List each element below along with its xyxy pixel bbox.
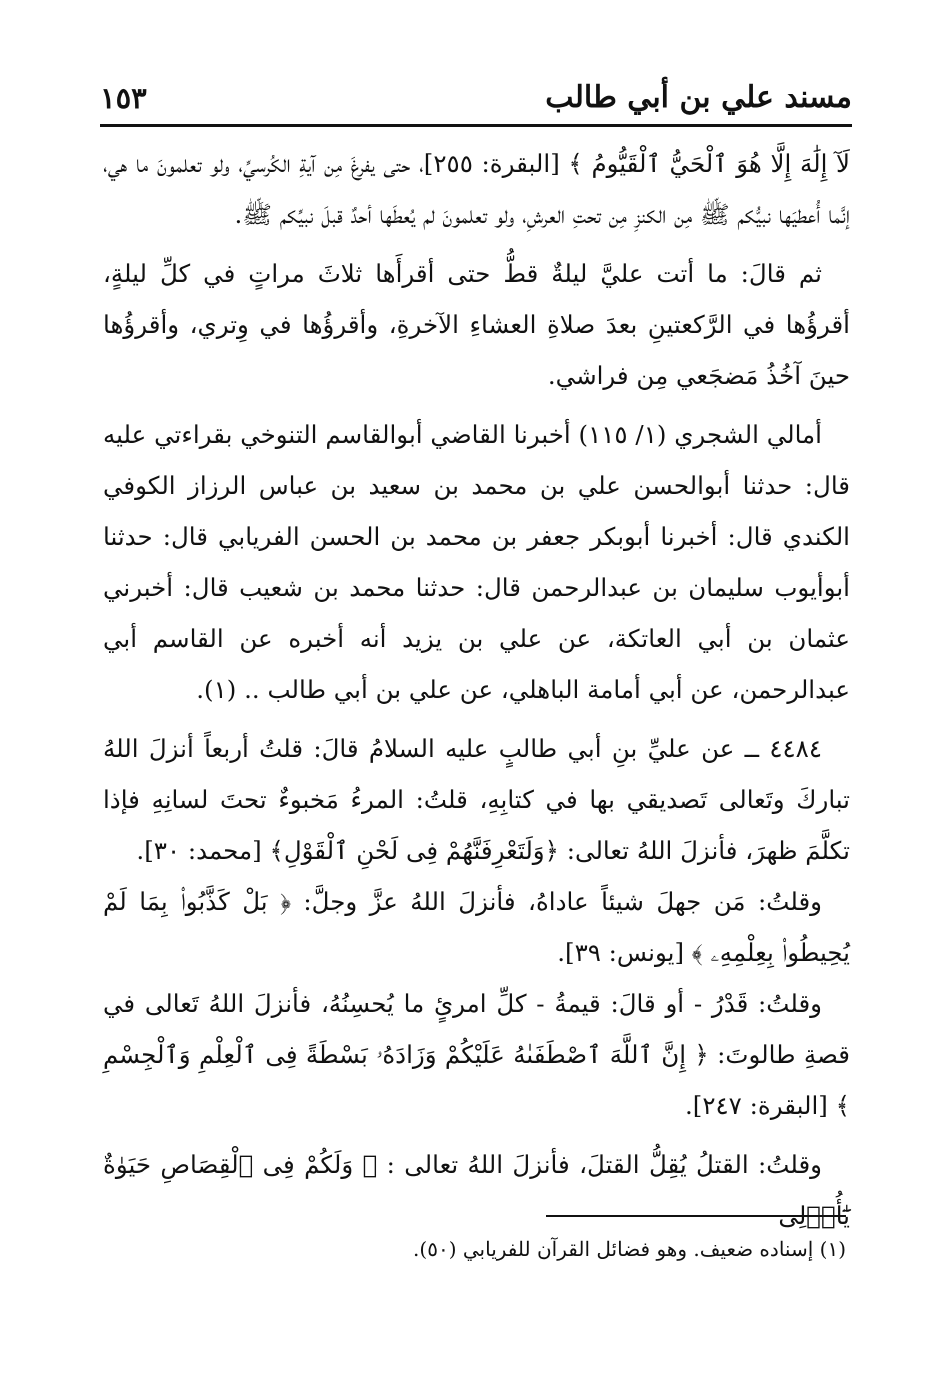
hadith-4484: ٤٤٨٤ ــ عن عليِّ بنِ أبي طالبٍ عليه السلامُ قالَ: قلتُ أربعاً أنزلَ اللهُ تباركَ وتَعالى تَصديقي بها في كتابِهِ، قلتُ: المرءُ مَخبوءٌ تحتَ لسانِهِ فإذا تكلَّمَ ظهرَ، فأنزلَ اللهُ تعالى: ﴿وَلَتَعْرِفَنَّهُمْ فِى لَحْنِ ٱلْقَوْلِ﴾ [محمد: ٣٠]. xyxy=(103,734,850,865)
main-text xyxy=(103,138,850,1241)
page-number: ١٥٣ xyxy=(100,81,147,115)
paragraph-recitation: ثم قالَ: ما أتت عليَّ ليلةٌ قطُّ حتى أقرأَها ثلاثَ مراتٍ في كلِّ ليلةٍ، أقرؤُها في الرَّكعتينِ بعدَ صلاةِ العشاءِ الآخرةِ، وأقرؤُها في وِتري، وأقرؤُها حينَ آخُذُ مَضجَعي مِن فراشي. xyxy=(103,259,850,390)
running-title: مسند علي بن أبي طالب xyxy=(545,80,852,115)
footnote: (١) إسناده ضعيف. وهو فضائل القرآن للفريابي (٥٠). xyxy=(413,1237,846,1261)
page-header xyxy=(100,78,852,126)
paragraph-qisas: وقلتُ: القتلُ يُقِلُّ القتلَ، فأنزلَ اللهُ تعالى : ﴿ وَلَكُمْ فِى ٱلْقِصَاصِ حَيَوٰةٌ يَٰٓأُو۟لِى xyxy=(103,1150,850,1230)
paragraph-yunus: وقلتُ: مَن جهلَ شيئاً عاداهُ، فأنزلَ اللهُ عزَّ وجلَّ: ﴿ بَلْ كَذَّبُوا۟ بِمَا لَمْ يُحِيطُوا۟ بِعِلْمِهِۦ ﴾ [يونس: ٣٩]. xyxy=(103,887,850,967)
paragraph-talut: وقلتُ: قَدْرُ - أو قالَ: قيمةُ - كلِّ امرئٍ ما يُحسِنُهُ، فأنزلَ اللهُ تَعالى في قصةِ طالوتَ: ﴿ إِنَّ ٱللَّهَ ٱصْطَفَىٰهُ عَلَيْكُمْ وَزَادَهُۥ بَسْطَةً فِى ٱلْعِلْمِ وَٱلْجِسْمِ ﴾ [البقرة: ٢٤٧]. xyxy=(103,989,850,1120)
paragraph-ayat-al-kursi: لَآ إِلَٰهَ إِلَّا هُوَ ٱلْحَيُّ ٱلْقَيُّومُ ﴾ [البقرة: ٢٥٥]، حتى يفرغَ مِن آيةِ الكُرسيِّ، ولو تعلمونَ ما هي، إنَّما أُعطيَها نبيُّكم ﷺ مِن الكنزِ مِن تحتِ العرشِ، ولو تعلمونَ لم يُعطَها أحدٌ قبلَ نبيِّكم ﷺ. xyxy=(103,149,851,229)
paragraph-isnad: أمالي الشجري (١/ ١١٥) أخبرنا القاضي أبوالقاسم التنوخي بقراءتي عليه قال: حدثنا أبوالحسن علي بن محمد بن سعيد بن عباس الرزاز الكوفي الكندي قال: أخبرنا أبوبكر جعفر بن محمد بن الحسن الفريابي قال: حدثنا أبوأيوب سليمان بن عبدالرحمن قال: حدثنا محمد بن شعيب قال: أخبرني عثمان بن أبي العاتكة، عن علي بن يزيد أنه أخبره عن القاسم أبي عبدالرحمن، عن أبي أمامة الباهلي، عن علي بن أبي طالب .. (١). xyxy=(103,420,850,704)
header-rule xyxy=(100,124,852,127)
footnote-rule xyxy=(546,1215,846,1217)
